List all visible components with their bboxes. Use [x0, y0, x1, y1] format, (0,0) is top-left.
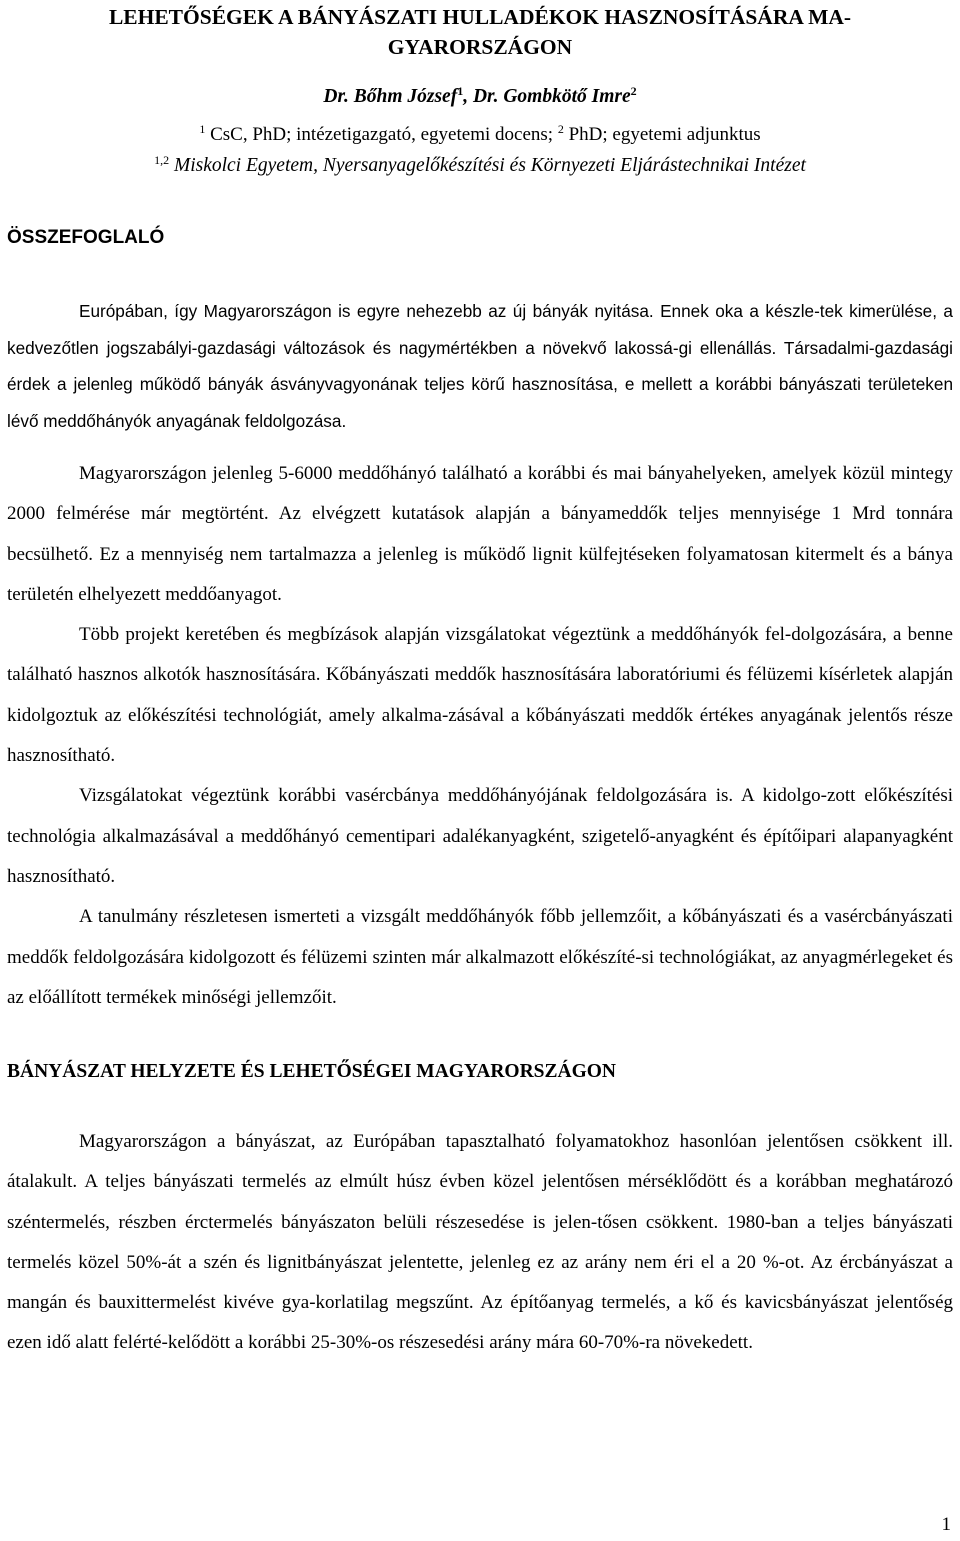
section-heading: BÁNYÁSZAT HELYZETE ÉS LEHETŐSÉGEI MAGYARORSZÁGON — [7, 1061, 617, 1082]
author-positions — [0, 124, 960, 146]
abstract-paragraph: Vizsgálatokat végeztünk korábbi vasércbánya meddőhányójának feldolgozására is. A kidolgo-zott előkészítési technológia alkalmazásával a meddőhányó cementipari adalékanyagként, szigetelő-anyagként és építőipari alapanyagként hasznosítható. — [7, 785, 953, 887]
title-line-1: LEHETŐSÉGEK A BÁNYÁSZATI HULLADÉKOK HASZNOSÍTÁSÁRA MA- — [108, 5, 852, 29]
section-body — [7, 1122, 953, 1364]
abstract-heading: ÖSSZEFOGLALÓ — [7, 227, 165, 248]
institution-superscript: 1,2 — [154, 153, 170, 167]
page-number: 1 — [941, 1514, 951, 1535]
section-paragraph: Magyarországon a bányászat, az Európában tapasztalható folyamatokhoz hasonlóan jelentősen csökkent ill. átalakult. A teljes bányászati termelés az elmúlt húsz évben közel jelentősen mérséklődött és a korábban meghatározó széntermelés, részben érctermelés bányászaton belüli részesedése is jelen-tősen csökkent. 1980-ban a teljes bányászati termelés közel 50%-át a szén és lignitbányászat jelentette, jelenleg ez az arány nem éri el a 20 %-ot. Az ércbányászat a mangán és bauxittermelést kivéve gya-korlatilag megszűnt. Az építőanyag termelés, a kő és kavicsbányászat jelentőség ezen idő alatt felérté-kelődött a korábbi 25-30%-os részesedési arány mára 60-70%-ra növekedett. — [7, 1131, 953, 1354]
position-1-superscript: 1 — [199, 122, 206, 136]
author-1-name: Dr. Bőhm József — [323, 86, 458, 107]
author-line — [0, 86, 960, 108]
abstract-paragraph: Több projekt keretében és megbízások alapján vizsgálatokat végeztünk a meddőhányók fel-dolgozására, a benne található hasznos alkotók hasznosítására. Kőbányászati meddők hasznosítására laboratóriumi és félüzemi kísérletek alapján kidolgoztuk az előkészítési technológiát, amely alkalma-zásával a kőbányászati meddők értékes anyagának jelentős része hasznosítható. — [7, 624, 953, 767]
position-2-superscript: 2 — [557, 122, 564, 136]
abstract-paragraph: A tanulmány részletesen ismerteti a vizsgált meddőhányók főbb jellemzőit, a kőbányászati és a vasércbányászati meddők feldolgozására kidolgozott és félüzemi szinten már alkalmazott előkészíté-si technológiákat, az anyagmérlegeket és az előállított termékek minőségi jellemzőit. — [7, 906, 953, 1008]
title-line-2: GYARORSZÁGON — [387, 35, 573, 59]
paper-title — [0, 2, 960, 62]
position-2-text: PhD; egyetemi adjunktus — [563, 124, 761, 145]
author-2-superscript: 2 — [630, 84, 637, 98]
author-1-superscript: 1 — [457, 84, 464, 98]
institution-text: Miskolci Egyetem, Nyersanyagelőkészítési és Környezeti Eljárástechnikai Intézet — [169, 155, 806, 176]
author-2-name: , Dr. Gombkötő Imre — [463, 86, 631, 107]
abstract-body — [7, 454, 953, 1018]
abstract-paragraph: Magyarországon jelenleg 5-6000 meddőhányó található a korábbi és mai bányahelyeken, amelyek közül mintegy 2000 felmérése már megtörtént. Az elvégzett kutatások alapján a bányameddők teljes mennyisége 1 Mrd tonnára becsülhető. Ez a mennyiség nem tartalmazza a jelenleg is működő lignit külfejtéseken folyamatosan kitermelt és a bánya területén elhelyezett meddőanyagot. — [7, 463, 953, 605]
abstract-paragraph: Európában, így Magyarországon is egyre nehezebb az új bányák nyitása. Ennek oka a készle-tek kimerülése, a kedvezőtlen jogszabályi-gazdasági változások és nagymértékben a növekvő lakossá-gi ellenállás. Társadalmi-gazdasági érdek a jelenleg működő bányák ásványvagyonának teljes körű hasznosítása, e mellett a korábbi bányászati területeken lévő meddőhányók anyagának feldolgozása. — [7, 301, 953, 431]
position-1-text: CsC, PhD; intézetigazgató, egyetemi docens; — [205, 124, 558, 145]
institution-line — [0, 155, 960, 177]
abstract-first-paragraph — [7, 293, 953, 439]
